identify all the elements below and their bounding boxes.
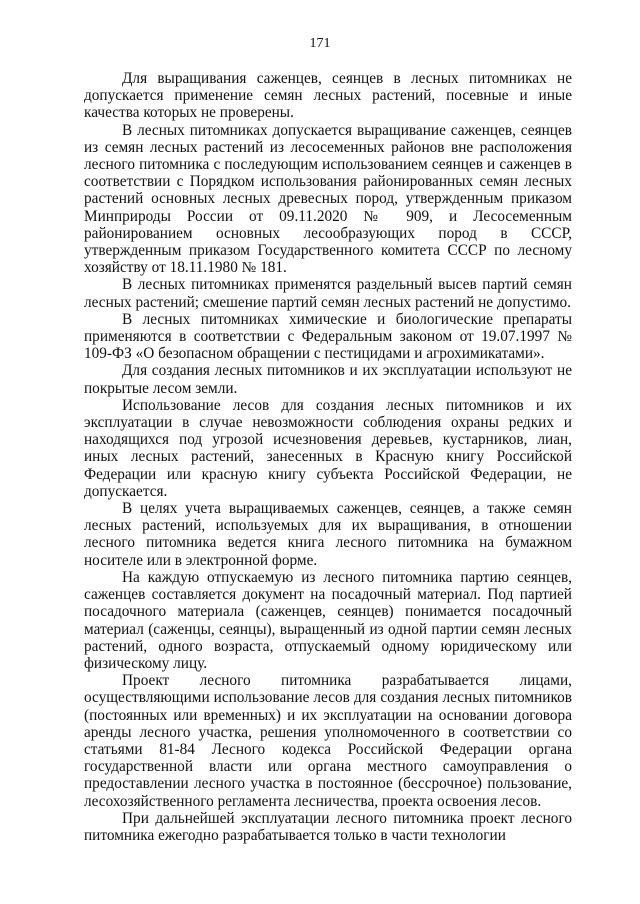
- paragraph: В целях учета выращиваемых саженцев, сеянцев, а также семян лесных растений, используемых для их выращивания, в отношении лесного питомника ведется книга лесного питомника на бумажном носителе или в электронной форме.: [84, 500, 572, 569]
- paragraph: Для выращивания саженцев, сеянцев в лесных питомниках не допускается применение семян лесных растений, посевные и иные качества которых не проверены.: [84, 70, 572, 122]
- paragraph: На каждую отпускаемую из лесного питомника партию сеянцев, саженцев составляется документ на посадочный материал. Под партией посадочного материала (саженцев, сеянцев) понимается посадочный материал (саженцы, сеянцы), выращенный из одной партии семян лесных растений, одного возраста, отпускаемый одному юридическому или физическому лицу.: [84, 568, 572, 672]
- paragraph: В лесных питомниках применятся раздельный высев партий семян лесных растений; смешение партий семян лесных растений не допустимо.: [84, 276, 572, 311]
- paragraph: В лесных питомниках химические и биологические препараты применяются в соответствии с Федеральным законом от 19.07.1997 № 109-ФЗ «О безопасном обращении с пестицидами и агрохимикатами».: [84, 310, 572, 363]
- paragraph: Проект лесного питомника разрабатывается лицами, осуществляющими использование лесов для создания лесных питомников (постоянных или временных) и их эксплуатации на основании договора аренды лесного участка, решения уполномоченного в соответствии со статьями 81-84 Лесного кодекса Российской Федерации органа государственной власти или органа местного самоуправления о предоставлении лесного участка в постоянное (бессрочное) пользование, лесохозяйственного регламента лесничества, проекта освоения лесов.: [84, 672, 572, 810]
- paragraph: При дальнейшей эксплуатации лесного питомника проект лесного питомника ежегодно разрабатывается только в части технологии: [84, 809, 572, 844]
- paragraph: Использование лесов для создания лесных питомников и их эксплуатации в случае невозможности соблюдения охраны редких и находящихся под угрозой исчезновения деревьев, кустарников, лиан, иных лесных растений, занесенных в Красную книгу Российской Федерации или красную книгу субъекта Российской Федерации, не допускается.: [84, 396, 572, 500]
- document-body: [84, 70, 572, 844]
- paragraph: Для создания лесных питомников и их эксплуатации используют не покрытые лесом земли.: [84, 362, 572, 397]
- page-number: 171: [309, 36, 331, 51]
- paragraph: В лесных питомниках допускается выращивание саженцев, сеянцев из семян лесных растений из лесосеменных районов вне расположения лесного питомника с последующим использованием сеянцев и саженцев в соответствии с Порядком использования районированных семян лесных растений основных лесных древесных пород, утвержденным приказом Минприроды России от 09.11.2020 № 909, и Лесосеменным районированием основных лесообразующих пород в СССР, утвержденным приказом Государственного комитета СССР по лесному хозяйству от 18.11.1980 № 181.: [84, 121, 572, 277]
